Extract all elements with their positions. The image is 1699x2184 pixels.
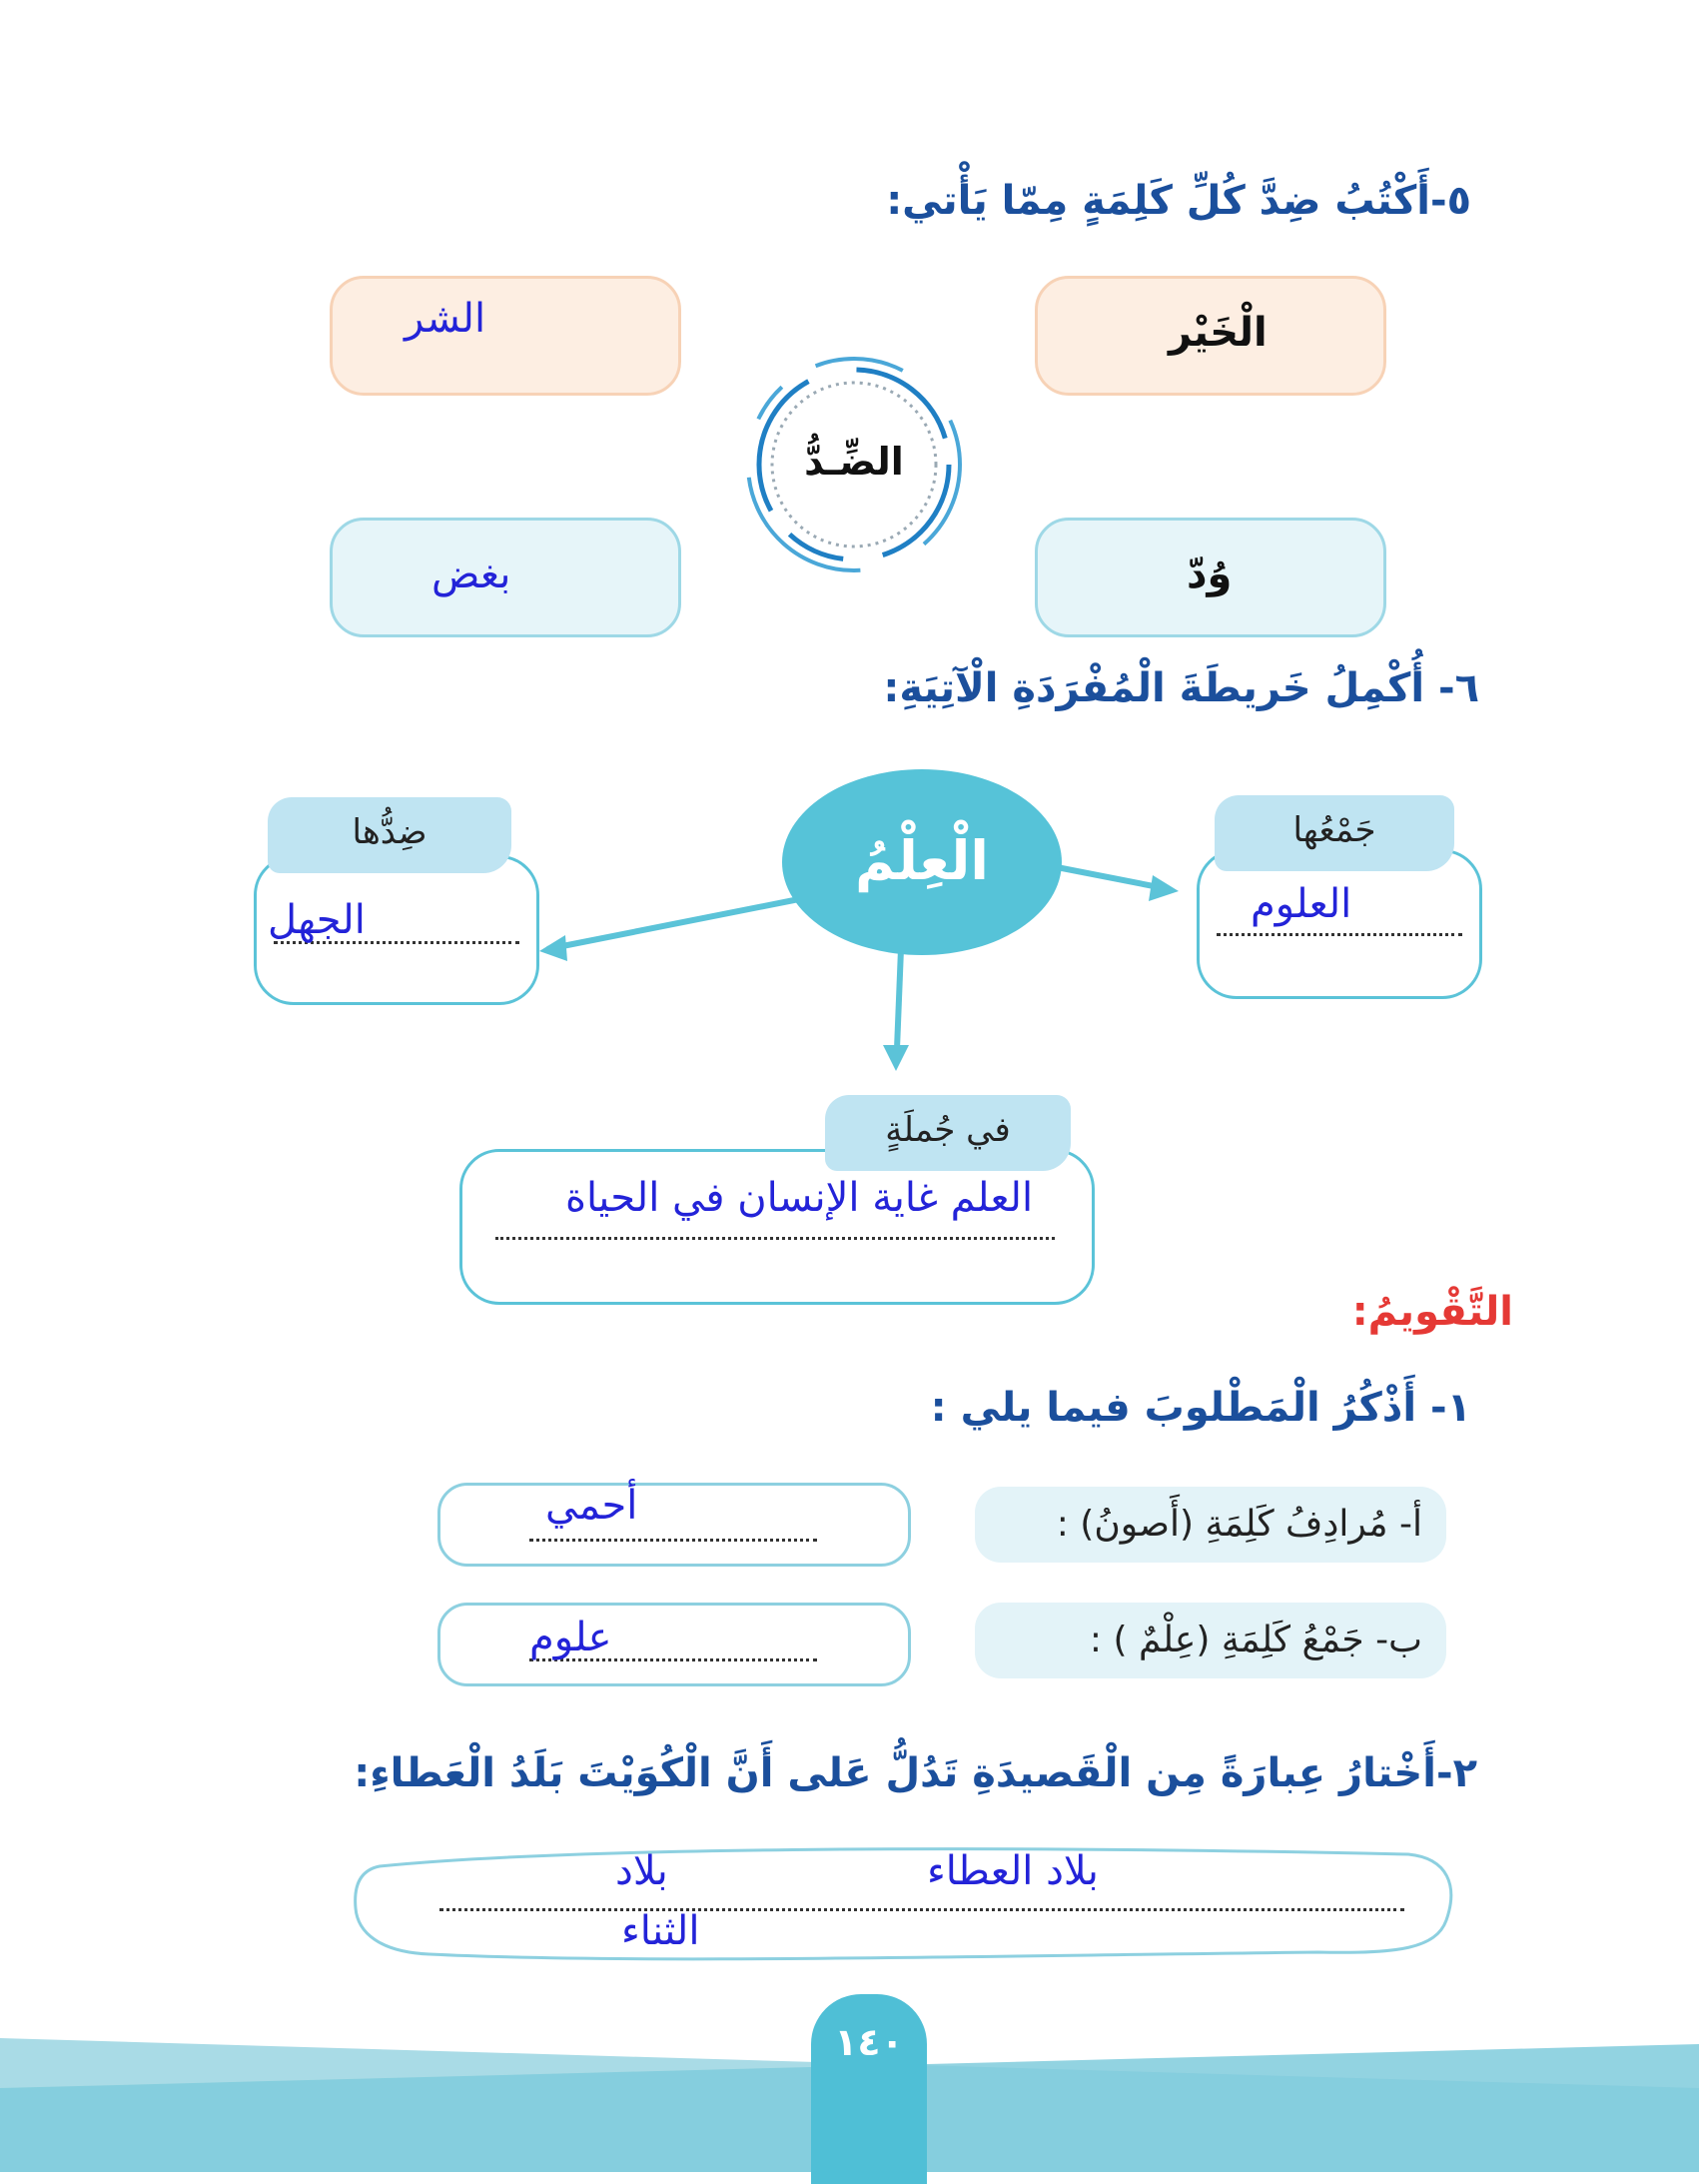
eval-q2-number: ٢ [1452,1750,1477,1796]
q5-word-1: الْخَيْر [1169,310,1268,356]
opposite-tag: ضِدُّها [268,797,511,873]
q5-title: -أَكْتُبُ ضِدَّ كُلِّ كَلِمَةٍ مِمّا يَأْتي: [886,178,1447,224]
synonym-answer: أحمي [545,1483,638,1529]
opposite-answer: الجهل [268,897,366,943]
eval-q2-title: -أَخْتارُ عِبارَةً مِن الْقَصيدَةِ تَدُلُّ عَلى أَنَّ الْكُوَيْتَ بَلَدُ الْعَطاءِ: [354,1750,1453,1796]
sentence-answer: العلم غاية الإنسان في الحياة [565,1175,1034,1221]
eval-q1-number: ١ [1446,1385,1471,1431]
plural-item-answer: علوم [529,1615,612,1660]
evaluation-title: التَّقْويمُ: [1351,1289,1513,1335]
phrase-answer-shape[interactable] [340,1836,1468,1966]
phrase-answer-2b: الثناء [621,1908,700,1954]
q5-answer-2: بغض [431,551,511,597]
plural-answer-box[interactable] [437,1603,911,1686]
plural-prompt: ب- جَمْعُ كَلِمَةِ (عِلْمٌ ) : [975,1603,1446,1678]
page-number: ١٤٠ [834,2020,904,2064]
phrase-answer-2a: بلاد [615,1848,668,1894]
q5-word-2: وُدّ [1187,551,1233,597]
plural-answer: العلوم [1251,881,1352,927]
center-word: الْعِلْمُ [855,829,989,892]
sentence-tag: في جُملَةٍ [825,1095,1071,1171]
q5-answer-1: الشر [405,296,486,342]
sentence-box[interactable] [459,1149,1095,1305]
q5-number: ٥ [1446,178,1471,224]
plural-tag: جَمْعُها [1215,795,1454,871]
eval-q1-title: - أَذْكُرُ الْمَطْلوبَ فيما يلي : [930,1385,1447,1431]
eval-q1-heading [931,1385,1471,1431]
plural-dots [1217,933,1462,936]
phrase-dots [439,1908,1404,1911]
synonym-answer-box[interactable] [437,1483,911,1567]
q6-number: ٦ [1454,665,1479,711]
sentence-dots [495,1237,1055,1240]
eval-q2-heading [354,1750,1477,1796]
phrase-answer-1: بلاد العطاء [927,1848,1099,1894]
q6-title: - أُكْمِلُ خَريطَةَ الْمُفْرَدَةِ الْآتِيَةِ: [883,665,1455,711]
synonym-dots [529,1539,817,1542]
opposite-label: الضِّـدُّ [804,440,904,484]
synonym-prompt: أ- مُرادِفُ كَلِمَةِ (أَصونُ) : [975,1487,1446,1563]
